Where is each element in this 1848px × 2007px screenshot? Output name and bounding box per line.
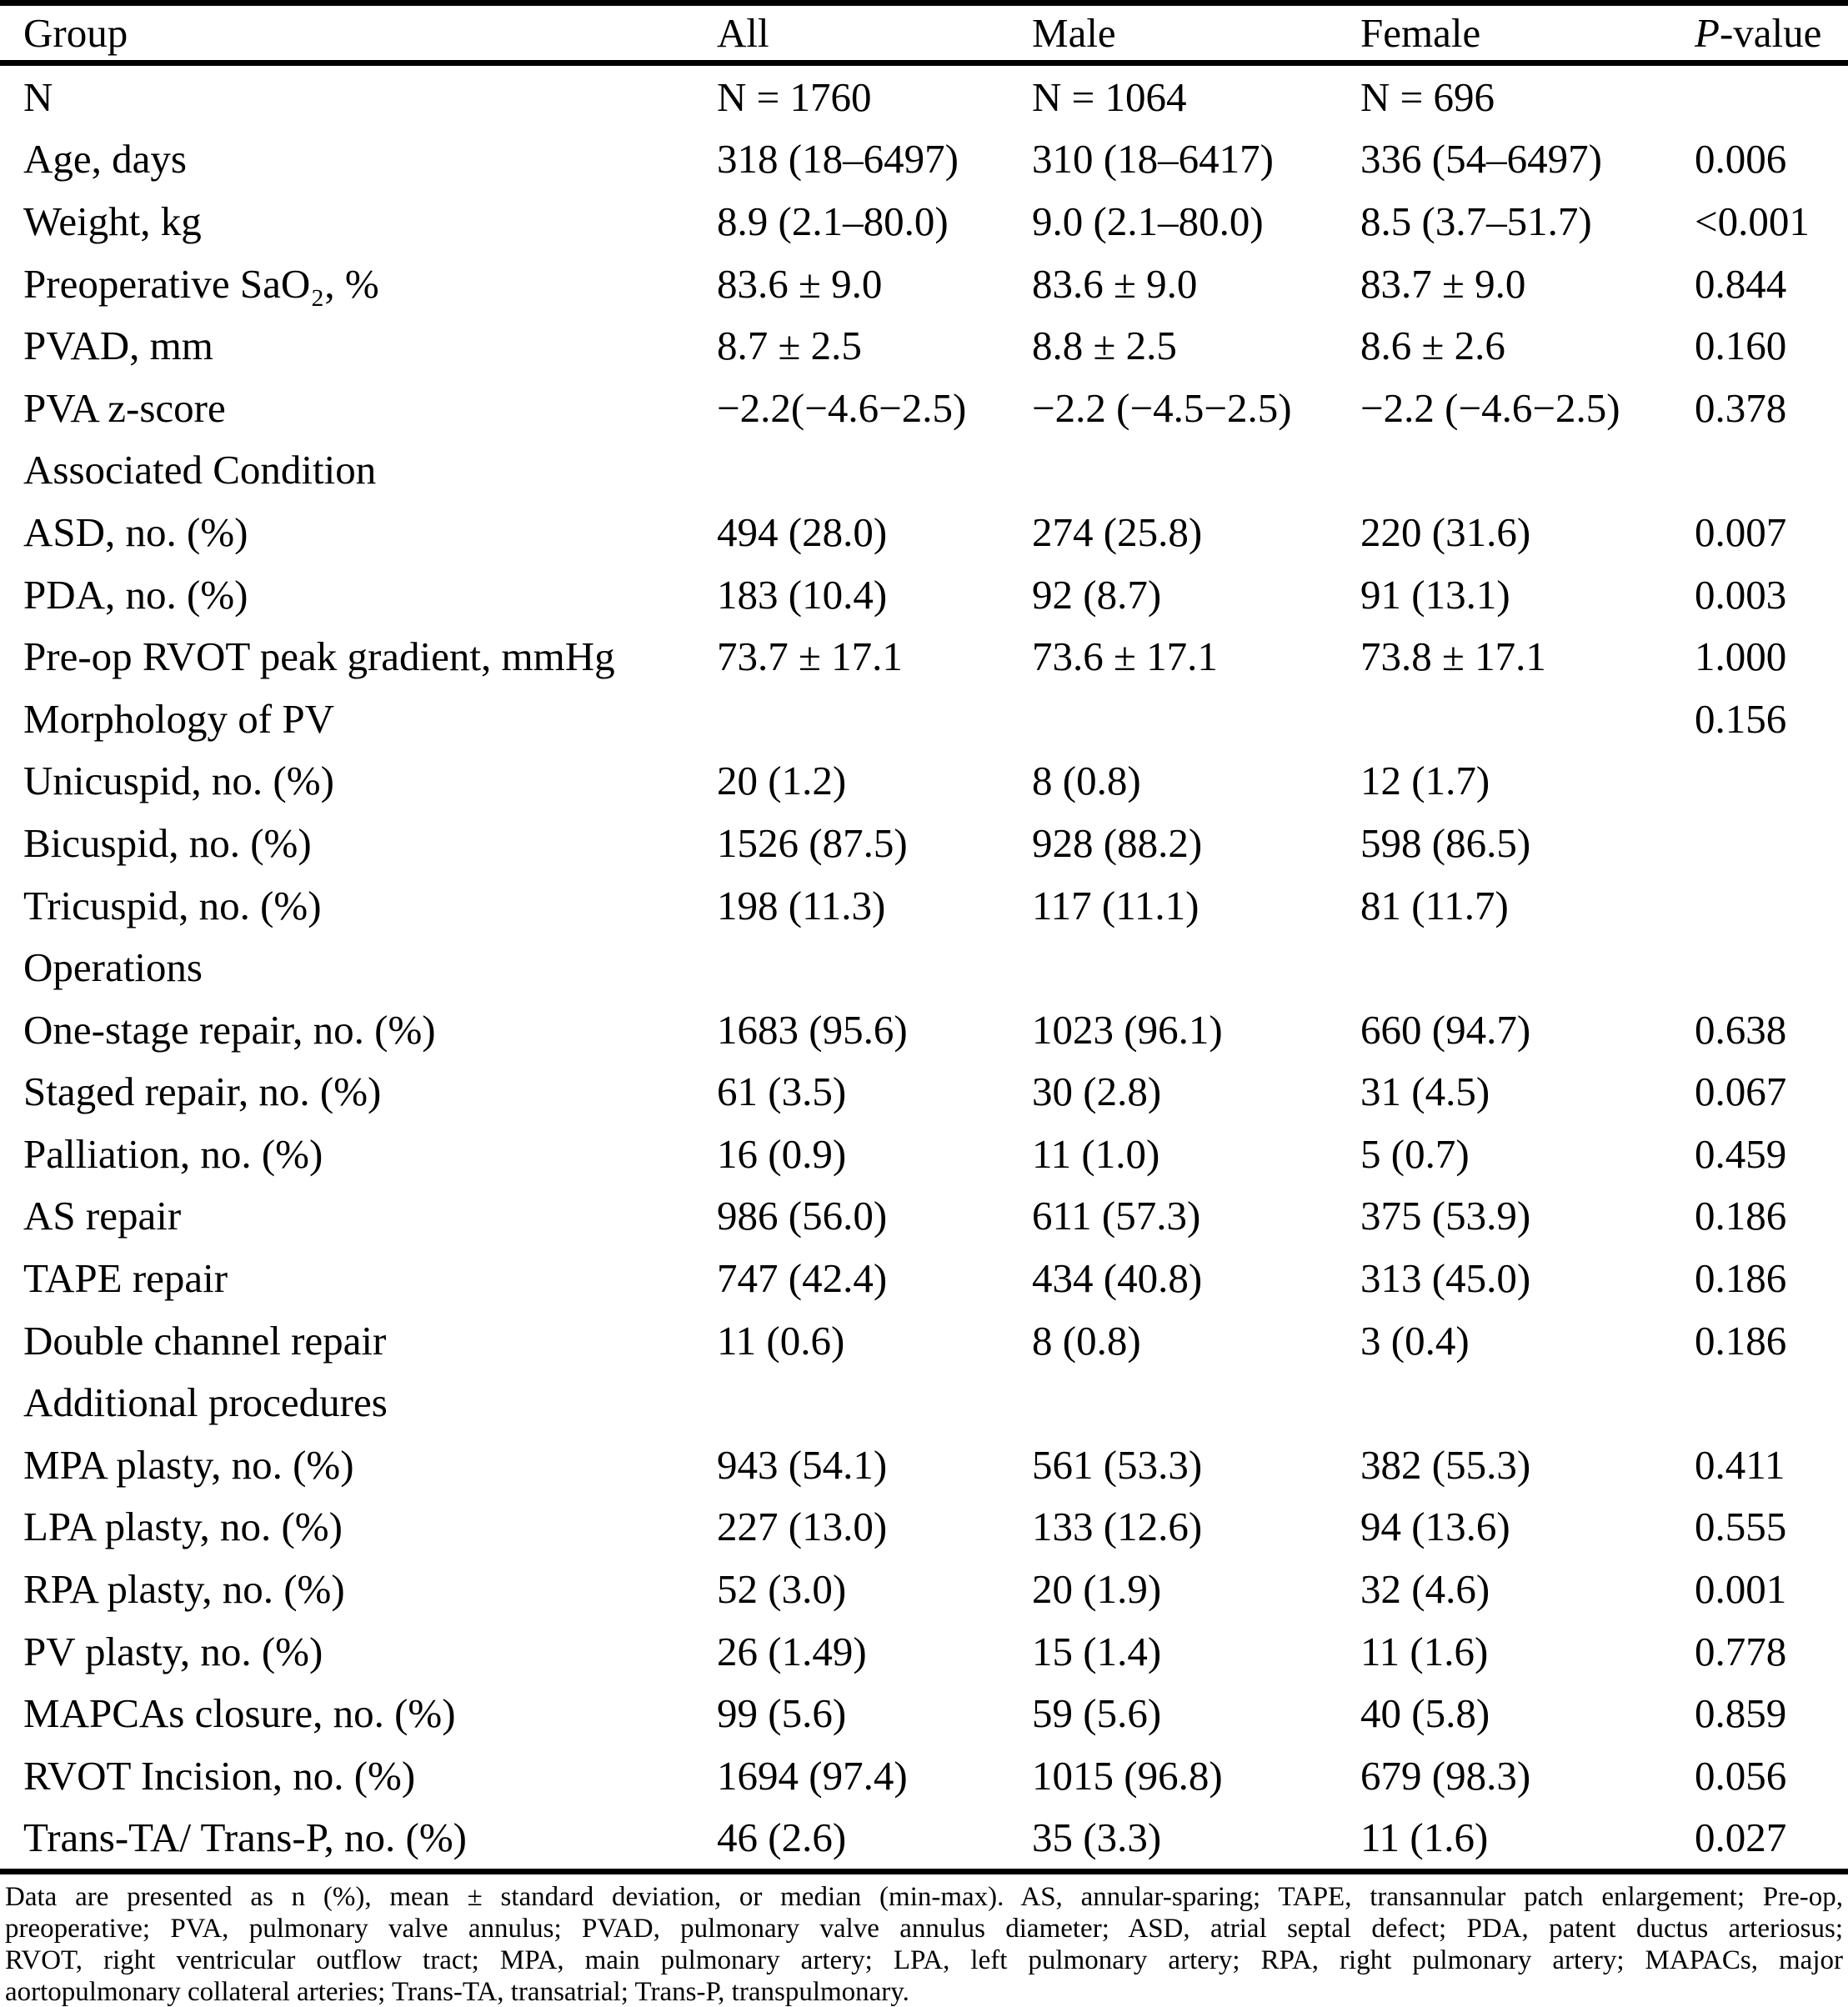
cell-female: 8.5 (3.7–51.7) — [1360, 198, 1592, 244]
cell-female: 11 (1.6) — [1360, 1628, 1489, 1674]
cell-all: 227 (13.0) — [717, 1504, 888, 1550]
cell-all: 747 (42.4) — [717, 1255, 888, 1302]
cell-male: 1015 (96.8) — [1032, 1752, 1223, 1799]
cell-all: 61 (3.5) — [717, 1069, 847, 1115]
column-header-all: All — [717, 10, 769, 56]
cell-all: 52 (3.0) — [717, 1566, 847, 1613]
cell-all: 99 (5.6) — [717, 1690, 847, 1737]
table-row — [0, 1371, 1848, 1434]
row-label: Tricuspid, no. (%) — [23, 882, 322, 928]
cell-all: −2.2(−4.6−2.5) — [717, 384, 967, 431]
row-label: Pre-op RVOT peak gradient, mmHg — [23, 633, 615, 680]
table-row — [0, 253, 1848, 315]
table-row — [0, 128, 1848, 191]
row-label: ASD, no. (%) — [23, 508, 248, 555]
row-label: PVA z-score — [23, 384, 226, 431]
table-row — [0, 1496, 1848, 1559]
cell-female: 660 (94.7) — [1360, 1006, 1531, 1053]
row-label: MAPCAs closure, no. (%) — [23, 1690, 456, 1737]
cell-pvalue: 0.186 — [1695, 1317, 1787, 1364]
cell-male: 30 (2.8) — [1032, 1069, 1162, 1115]
pvalue-header-italic-p: P — [1695, 10, 1720, 56]
cell-female: 679 (98.3) — [1360, 1752, 1531, 1799]
cell-female: N = 696 — [1360, 73, 1495, 120]
row-label: N — [23, 73, 53, 120]
cell-all: 83.6 ± 9.0 — [717, 260, 883, 307]
cell-pvalue: 0.411 — [1695, 1441, 1785, 1488]
column-header-pvalue — [1695, 10, 1848, 56]
cell-male: 92 (8.7) — [1032, 571, 1162, 618]
table-row — [0, 874, 1848, 937]
cell-pvalue: 0.459 — [1695, 1130, 1787, 1177]
cell-all: 20 (1.2) — [717, 758, 847, 804]
table-footnote — [0, 1874, 1848, 2007]
footnote-line-4: aortopulmonary collateral arteries; Trans-TA, transatrial; Trans-P, transpulmonary. — [5, 1977, 909, 2007]
cell-pvalue: 0.007 — [1695, 508, 1787, 555]
cell-female: 313 (45.0) — [1360, 1255, 1531, 1302]
table-row — [0, 501, 1848, 563]
cell-male: 928 (88.2) — [1032, 819, 1203, 866]
footnote-line-1: Data are presented as n (%), mean ± standard deviation, or median (min-max). AS, annular-sparing; TAPE, transannular patch enlargement; Pre-op, — [5, 1882, 1843, 1913]
row-label: Staged repair, no. (%) — [23, 1069, 382, 1115]
cell-all: 943 (54.1) — [717, 1441, 888, 1488]
cell-male: 59 (5.6) — [1032, 1690, 1162, 1737]
table-row — [0, 1061, 1848, 1124]
cell-all: 1683 (95.6) — [717, 1006, 908, 1053]
pvalue-header-rest: -value — [1719, 10, 1822, 56]
row-label: Palliation, no. (%) — [23, 1130, 323, 1177]
cell-all: 183 (10.4) — [717, 571, 888, 618]
cell-female: 5 (0.7) — [1360, 1130, 1470, 1177]
row-label: One-stage repair, no. (%) — [23, 1006, 436, 1053]
column-header-group: Group — [23, 10, 128, 56]
cell-all: 494 (28.0) — [717, 508, 888, 555]
row-label: Bicuspid, no. (%) — [23, 819, 312, 866]
table-row — [0, 1744, 1848, 1807]
table-row — [0, 190, 1848, 253]
row-label: RPA plasty, no. (%) — [23, 1566, 345, 1613]
row-label: LPA plasty, no. (%) — [23, 1504, 343, 1550]
row-label: PDA, no. (%) — [23, 571, 248, 618]
cell-pvalue: 1.000 — [1695, 633, 1787, 680]
cell-male: 73.6 ± 17.1 — [1032, 633, 1218, 680]
cell-male: 35 (3.3) — [1032, 1814, 1162, 1861]
cell-female: 11 (1.6) — [1360, 1814, 1489, 1861]
cell-all: 46 (2.6) — [717, 1814, 847, 1861]
table-header-row — [0, 6, 1848, 60]
table-row — [0, 1123, 1848, 1185]
row-label: Operations — [23, 944, 203, 991]
cell-male: 310 (18–6417) — [1032, 136, 1274, 183]
cell-pvalue: 0.378 — [1695, 384, 1787, 431]
cell-pvalue: 0.006 — [1695, 136, 1787, 183]
table-row — [0, 66, 1848, 128]
table-row — [0, 812, 1848, 874]
cell-male: 8 (0.8) — [1032, 758, 1141, 804]
cell-all: 986 (56.0) — [717, 1193, 888, 1239]
cell-female: 8.6 ± 2.6 — [1360, 323, 1505, 369]
row-label: AS repair — [23, 1193, 182, 1239]
cell-pvalue: 0.638 — [1695, 1006, 1787, 1053]
table-row — [0, 936, 1848, 998]
cell-all: 26 (1.49) — [717, 1628, 867, 1674]
cell-pvalue: <0.001 — [1695, 198, 1810, 244]
table-row — [0, 1682, 1848, 1744]
table-rule-bottom — [0, 1869, 1848, 1874]
cell-all: 16 (0.9) — [717, 1130, 847, 1177]
cell-all: 1694 (97.4) — [717, 1752, 908, 1799]
cell-male: 133 (12.6) — [1032, 1504, 1203, 1550]
footnote-line-2: preoperative; PVA, pulmonary valve annulus; PVAD, pulmonary valve annulus diameter; ASD, atrial septal defect; PDA, patent ductus arteriosus; — [5, 1914, 1843, 1944]
cell-male: −2.2 (−4.5−2.5) — [1032, 384, 1292, 431]
cell-male: 11 (1.0) — [1032, 1130, 1160, 1177]
cell-pvalue: 0.067 — [1695, 1069, 1787, 1115]
cell-male: 274 (25.8) — [1032, 508, 1203, 555]
table-row — [0, 750, 1848, 813]
cell-female: 91 (13.1) — [1360, 571, 1510, 618]
table-row — [0, 377, 1848, 439]
row-label: PVAD, mm — [23, 323, 213, 369]
table-row — [0, 563, 1848, 626]
row-label: Trans-TA/ Trans-P, no. (%) — [23, 1814, 467, 1861]
cell-female: 220 (31.6) — [1360, 508, 1531, 555]
cell-female: 73.8 ± 17.1 — [1360, 633, 1546, 680]
cell-pvalue: 0.156 — [1695, 695, 1787, 742]
cell-pvalue: 0.160 — [1695, 323, 1787, 369]
table-body — [0, 66, 1848, 1869]
row-label: MPA plasty, no. (%) — [23, 1441, 354, 1488]
cell-female: 31 (4.5) — [1360, 1069, 1490, 1115]
cell-pvalue: 0.186 — [1695, 1193, 1787, 1239]
cell-male: 434 (40.8) — [1032, 1255, 1203, 1302]
row-label: Morphology of PV — [23, 695, 334, 742]
cell-female: 83.7 ± 9.0 — [1360, 260, 1526, 307]
cell-all: 1526 (87.5) — [717, 819, 908, 866]
footnote-line-3: RVOT, right ventricular outflow tract; MPA, main pulmonary artery; LPA, left pulmonary artery; RPA, right pulmonary artery; MAPACs, major — [5, 1945, 1843, 1976]
cell-male: 83.6 ± 9.0 — [1032, 260, 1198, 307]
table-rule-header — [0, 60, 1848, 66]
cell-female: 336 (54–6497) — [1360, 136, 1602, 183]
row-label: Weight, kg — [23, 198, 202, 244]
cell-male: 8.8 ± 2.5 — [1032, 323, 1177, 369]
cell-all: 198 (11.3) — [717, 882, 886, 928]
table-row — [0, 1247, 1848, 1309]
cell-pvalue: 0.056 — [1695, 1752, 1787, 1799]
column-header-male: Male — [1032, 10, 1116, 56]
cell-all: 8.9 (2.1–80.0) — [717, 198, 949, 244]
cell-pvalue: 0.027 — [1695, 1814, 1787, 1861]
row-label: PV plasty, no. (%) — [23, 1628, 323, 1674]
cell-female: 382 (55.3) — [1360, 1441, 1531, 1488]
row-label: RVOT Incision, no. (%) — [23, 1752, 416, 1799]
table-row — [0, 625, 1848, 688]
cell-female: 598 (86.5) — [1360, 819, 1531, 866]
cell-pvalue: 0.844 — [1695, 260, 1787, 307]
cell-male: 117 (11.1) — [1032, 882, 1199, 928]
cell-all: 8.7 ± 2.5 — [717, 323, 862, 369]
row-label: Preoperative SaO₂, % — [23, 260, 379, 307]
cell-female: 3 (0.4) — [1360, 1317, 1470, 1364]
cell-all: 11 (0.6) — [717, 1317, 845, 1364]
row-label: Age, days — [23, 136, 187, 183]
cell-male: 1023 (96.1) — [1032, 1006, 1223, 1053]
table-row — [0, 1309, 1848, 1372]
row-label: Associated Condition — [23, 447, 377, 493]
row-label: TAPE repair — [23, 1255, 228, 1302]
cell-pvalue: 0.001 — [1695, 1566, 1787, 1613]
cell-male: 20 (1.9) — [1032, 1566, 1162, 1613]
table-rule-top — [0, 0, 1848, 6]
table-row — [0, 1620, 1848, 1683]
cell-female: 40 (5.8) — [1360, 1690, 1490, 1737]
cell-female: 32 (4.6) — [1360, 1566, 1490, 1613]
table-row — [0, 998, 1848, 1061]
table-row — [0, 439, 1848, 502]
cell-pvalue: 0.186 — [1695, 1255, 1787, 1302]
cell-male: 8 (0.8) — [1032, 1317, 1141, 1364]
cell-male: 9.0 (2.1–80.0) — [1032, 198, 1264, 244]
cell-all: 318 (18–6497) — [717, 136, 959, 183]
table-row — [0, 1434, 1848, 1496]
cell-pvalue: 0.555 — [1695, 1504, 1787, 1550]
cell-male: 561 (53.3) — [1032, 1441, 1203, 1488]
table-row — [0, 1185, 1848, 1248]
cell-female: −2.2 (−4.6−2.5) — [1360, 384, 1620, 431]
cell-female: 375 (53.9) — [1360, 1193, 1531, 1239]
table-row — [0, 314, 1848, 377]
row-label: Additional procedures — [23, 1379, 388, 1426]
row-label: Unicuspid, no. (%) — [23, 758, 334, 804]
cell-pvalue: 0.778 — [1695, 1628, 1787, 1674]
table-row — [0, 1807, 1848, 1869]
row-label: Double channel repair — [23, 1317, 387, 1364]
table-row — [0, 1558, 1848, 1620]
cell-male: 15 (1.4) — [1032, 1628, 1162, 1674]
cell-male: N = 1064 — [1032, 73, 1187, 120]
cell-male: 611 (57.3) — [1032, 1193, 1201, 1239]
cell-female: 12 (1.7) — [1360, 758, 1490, 804]
cell-pvalue: 0.859 — [1695, 1690, 1787, 1737]
cell-pvalue: 0.003 — [1695, 571, 1787, 618]
cell-female: 94 (13.6) — [1360, 1504, 1510, 1550]
cell-all: N = 1760 — [717, 73, 872, 120]
cell-female: 81 (11.7) — [1360, 882, 1509, 928]
cell-all: 73.7 ± 17.1 — [717, 633, 903, 680]
table-row — [0, 688, 1848, 750]
column-header-female: Female — [1360, 10, 1481, 56]
